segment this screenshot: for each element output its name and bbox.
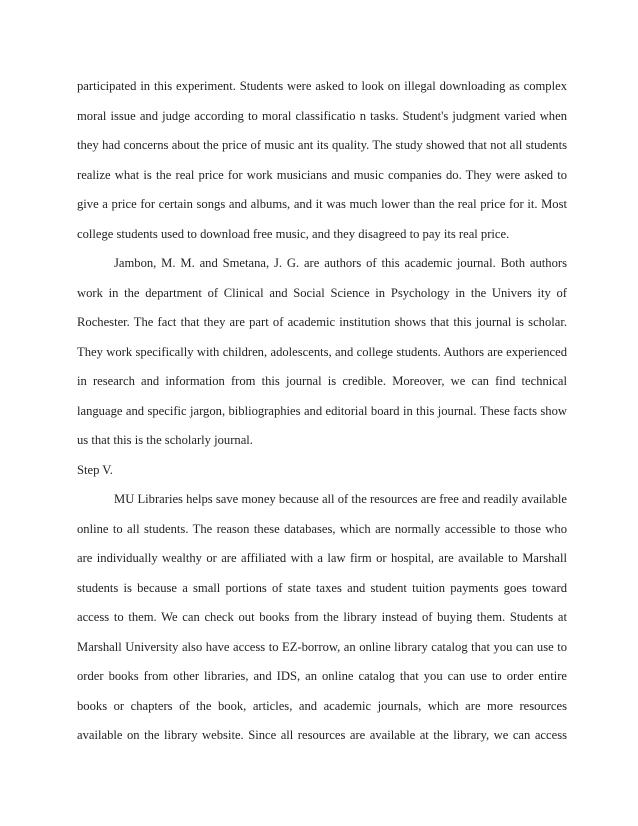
text-line: books or chapters of the book, articles, and academic journals, which are more resources [77,698,567,713]
text-line: work in the department of Clinical and Social Science in Psychology in the Univers ity of [77,285,567,300]
text-line: access to them. We can check out books from the library instead of buying them. Students at [77,610,567,624]
text-line: students is because a small portions of state taxes and student tuition payments goes toward [77,580,567,595]
section-heading: Step V. [77,462,113,477]
document-body [77,72,567,751]
text-line: MU Libraries helps save money because all of the resources are free and readily available [114,492,567,506]
text-line: moral issue and judge according to moral classificatio n tasks. Student's judgment varied when [77,108,567,123]
text-line: in research and information from this journal is credible. Moreover, we can find technical [77,374,567,388]
text-line: They work specifically with children, adolescents, and college students. Authors are experienced [77,344,567,359]
text-line: give a price for certain songs and albums, and it was much lower than the real price for it. Most [77,197,567,211]
text-line: participated in this experiment. Students were asked to look on illegal downloading as complex [77,79,567,93]
text-line: college students used to download free music, and they disagreed to pay its real price. [77,226,510,241]
text-line: online to all students. The reason these databases, which are normally accessible to those who [77,521,567,536]
text-line: Jambon, M. M. and Smetana, J. G. are authors of this academic journal. Both authors [114,256,567,270]
text-line: they had concerns about the price of music ant its quality. The study showed that not all students [77,138,567,152]
text-line: available on the library website. Since all resources are available at the library, we can access [77,728,567,742]
text-line: Marshall University also have access to EZ-borrow, an online library catalog that you can use to [77,639,567,654]
text-line: language and specific jargon, bibliographies and editorial board in this journal. These facts show [77,403,567,418]
text-line: realize what is the real price for work musicians and music companies do. They were asked to [77,167,567,182]
text-line: us that this is the scholarly journal. [77,433,253,447]
text-line: Rochester. The fact that they are part of academic institution shows that this journal is scholar. [77,315,567,329]
text-line: are individually wealthy or are affiliated with a law firm or hospital, are available to Marshall [77,551,567,565]
text-line: order books from other libraries, and IDS, an online catalog that you can use to order entire [77,669,567,683]
